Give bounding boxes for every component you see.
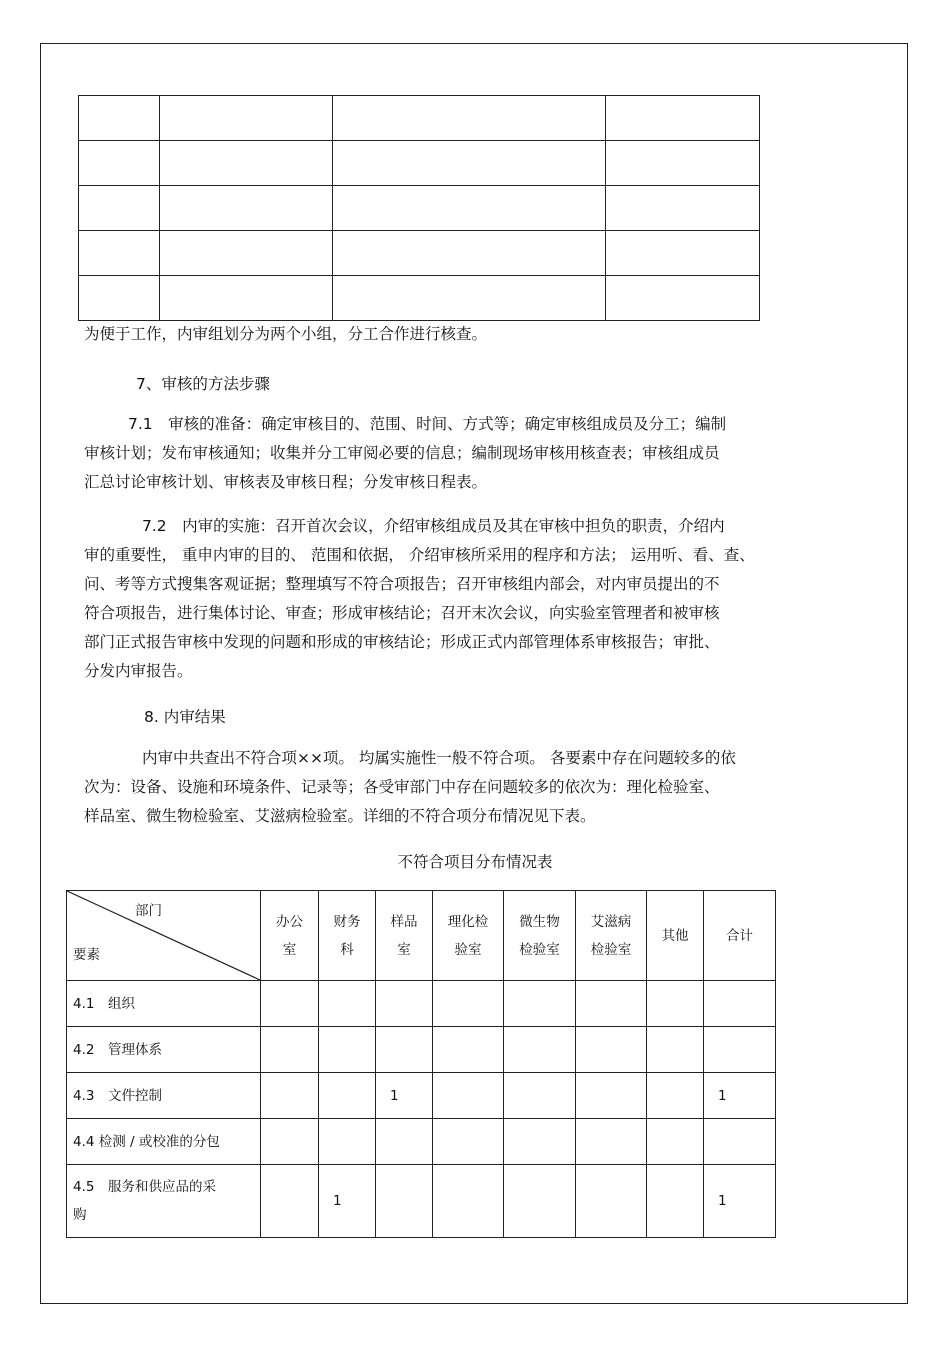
element-label: 4.1 组织 bbox=[73, 995, 135, 1012]
count-cell bbox=[261, 1073, 319, 1119]
paragraph-7-1-line: 审核计划；发布审核通知；收集并分工审阅必要的信息；编制现场审核用核查表；审核组成员 bbox=[84, 444, 720, 462]
top-table-row bbox=[79, 96, 760, 141]
count-cell bbox=[704, 981, 776, 1027]
top-table-cell bbox=[79, 96, 160, 141]
paragraph-8-line: 内审中共查出不符合项××项。 均属实施性一般不符合项。 各要素中存在问题较多的依 bbox=[142, 749, 736, 767]
column-header-line: 验室 bbox=[454, 941, 482, 958]
count-cell: 1 bbox=[319, 1165, 376, 1238]
column-header-line: 室 bbox=[282, 941, 297, 958]
count-cell bbox=[261, 981, 319, 1027]
element-label: 4.3 文件控制 bbox=[73, 1087, 162, 1104]
count-cell bbox=[261, 1027, 319, 1073]
count-cell bbox=[319, 1073, 376, 1119]
top-table-row bbox=[79, 141, 760, 186]
top-table-cell bbox=[79, 276, 160, 321]
column-header-line: 室 bbox=[397, 941, 411, 958]
top-table-cell bbox=[606, 186, 760, 231]
count-cell bbox=[576, 1165, 647, 1238]
nonconformity-table bbox=[66, 890, 776, 1238]
count-cell bbox=[576, 1027, 647, 1073]
count-cell bbox=[261, 1119, 319, 1165]
column-header bbox=[433, 891, 504, 981]
count-cell bbox=[433, 981, 504, 1027]
element-cell bbox=[67, 1027, 261, 1073]
top-table-cell bbox=[160, 231, 333, 276]
paragraph-7-1-line: 7.1 审核的准备：确定审核目的、范围、时间、方式等；确定审核组成员及分工；编制 bbox=[128, 415, 727, 433]
column-header-line: 检验室 bbox=[519, 941, 560, 958]
paragraph-intro: 为便于工作，内审组划分为两个小组，分工合作进行核查。 bbox=[84, 325, 488, 343]
heading-8: 8. 内审结果 bbox=[144, 708, 226, 726]
column-header-line: 合计 bbox=[726, 927, 753, 944]
column-header-line: 科 bbox=[340, 941, 354, 958]
top-table-cell bbox=[333, 141, 606, 186]
count-cell bbox=[704, 1119, 776, 1165]
column-header bbox=[319, 891, 376, 981]
top-empty-table bbox=[78, 95, 760, 321]
count-cell bbox=[433, 1119, 504, 1165]
paragraph-7-2-line: 问、考等方式搜集客观证据；整理填写不符合项报告；召开审核组内部会，对内审员提出的不 bbox=[84, 575, 720, 593]
corner-header-cell bbox=[67, 891, 261, 981]
column-header-line: 办公 bbox=[276, 913, 303, 930]
corner-element-label: 要素 bbox=[73, 947, 100, 963]
count-cell bbox=[647, 981, 704, 1027]
count-cell bbox=[504, 1165, 576, 1238]
top-table-cell bbox=[606, 96, 760, 141]
column-header-line: 艾滋病 bbox=[590, 913, 632, 930]
count-cell bbox=[261, 1165, 319, 1238]
top-table-cell bbox=[333, 276, 606, 321]
count-cell bbox=[376, 1119, 433, 1165]
count-cell bbox=[319, 1027, 376, 1073]
paragraph-7-2-line: 符合项报告，进行集体讨论、审查；形成审核结论；召开末次会议，向实验室管理者和被审核 bbox=[84, 604, 720, 622]
count-cell bbox=[433, 1073, 504, 1119]
element-label: 4.4 检测 / 或校准的分包 bbox=[73, 1133, 220, 1150]
column-header bbox=[576, 891, 647, 981]
top-table-cell bbox=[160, 186, 333, 231]
column-header-line: 样品 bbox=[390, 913, 418, 930]
count-cell bbox=[576, 1119, 647, 1165]
top-table-cell bbox=[79, 231, 160, 276]
table-row bbox=[67, 981, 776, 1027]
paragraph-7-1 bbox=[84, 410, 726, 497]
heading-7: 7、审核的方法步骤 bbox=[136, 375, 270, 393]
top-table-cell bbox=[606, 276, 760, 321]
paragraph-8-line: 次为：设备、设施和环境条件、记录等；各受审部门中存在问题较多的依次为：理化检验室、 bbox=[84, 778, 720, 796]
count-cell bbox=[319, 981, 376, 1027]
count-cell bbox=[504, 1027, 576, 1073]
column-header-line: 检验室 bbox=[590, 941, 632, 958]
count-cell bbox=[504, 981, 576, 1027]
table-caption: 不符合项目分布情况表 bbox=[397, 853, 553, 871]
count-cell bbox=[504, 1073, 576, 1119]
element-label: 购 bbox=[73, 1207, 87, 1223]
top-table-row bbox=[79, 231, 760, 276]
paragraph-7-1-line: 汇总讨论审核计划、审核表及审核日程；分发审核日程表。 bbox=[84, 473, 488, 491]
paragraph-7-2 bbox=[84, 512, 755, 686]
top-table-row bbox=[79, 276, 760, 321]
element-cell bbox=[67, 1119, 261, 1165]
element-label: 4.2 管理体系 bbox=[73, 1041, 162, 1058]
column-header-line: 微生物 bbox=[519, 913, 560, 930]
count-cell bbox=[376, 1165, 433, 1238]
count-cell bbox=[647, 1165, 704, 1238]
table-row bbox=[67, 1073, 776, 1119]
count-cell bbox=[433, 1027, 504, 1073]
paragraph-8 bbox=[84, 744, 736, 831]
top-table-cell bbox=[606, 231, 760, 276]
top-table-cell bbox=[606, 141, 760, 186]
element-cell bbox=[67, 1165, 261, 1238]
corner-dept-label: 部门 bbox=[135, 903, 162, 919]
element-cell bbox=[67, 981, 261, 1027]
count-cell bbox=[647, 1073, 704, 1119]
column-header bbox=[376, 891, 433, 981]
element-cell bbox=[67, 1073, 261, 1119]
column-header-line: 理化检 bbox=[447, 913, 489, 930]
top-table-cell bbox=[333, 96, 606, 141]
count-cell bbox=[647, 1027, 704, 1073]
top-table-cell bbox=[79, 186, 160, 231]
column-header bbox=[261, 891, 319, 981]
paragraph-7-2-line: 部门正式报告审核中发现的问题和形成的审核结论；形成正式内部管理体系审核报告；审批、 bbox=[84, 633, 720, 651]
count-cell bbox=[504, 1119, 576, 1165]
element-label: 4.5 服务和供应品的采 bbox=[73, 1179, 216, 1195]
top-table-cell bbox=[160, 96, 333, 141]
top-table-row bbox=[79, 186, 760, 231]
count-cell bbox=[376, 981, 433, 1027]
count-cell: 1 bbox=[376, 1073, 433, 1119]
count-cell bbox=[647, 1119, 704, 1165]
column-header-line: 财务 bbox=[333, 913, 361, 930]
column-header bbox=[504, 891, 576, 981]
top-table-cell bbox=[160, 276, 333, 321]
top-table-cell bbox=[333, 231, 606, 276]
top-table-cell bbox=[333, 186, 606, 231]
table-row bbox=[67, 1165, 776, 1238]
count-cell bbox=[319, 1119, 376, 1165]
paragraph-8-line: 样品室、微生物检验室、艾滋病检验室。详细的不符合项分布情况见下表。 bbox=[84, 807, 596, 825]
table-row bbox=[67, 1119, 776, 1165]
top-table-cell bbox=[160, 141, 333, 186]
top-table-cell bbox=[79, 141, 160, 186]
count-cell bbox=[576, 981, 647, 1027]
count-cell bbox=[433, 1165, 504, 1238]
column-header bbox=[647, 891, 704, 981]
count-cell bbox=[376, 1027, 433, 1073]
count-cell bbox=[704, 1027, 776, 1073]
table-row bbox=[67, 1027, 776, 1073]
paragraph-7-2-line: 审的重要性， 重申内审的目的、 范围和依据， 介绍审核所采用的程序和方法； 运用听、看、查、 bbox=[84, 546, 755, 564]
diagonal-line bbox=[67, 891, 260, 980]
paragraph-7-2-line: 7.2 内审的实施：召开首次会议，介绍审核组成员及其在审核中担负的职责，介绍内 bbox=[142, 517, 725, 535]
column-header bbox=[704, 891, 776, 981]
count-cell bbox=[576, 1073, 647, 1119]
count-cell: 1 bbox=[704, 1165, 776, 1238]
column-header-line: 其他 bbox=[661, 927, 689, 944]
count-cell: 1 bbox=[704, 1073, 776, 1119]
paragraph-7-2-line: 分发内审报告。 bbox=[84, 662, 193, 680]
